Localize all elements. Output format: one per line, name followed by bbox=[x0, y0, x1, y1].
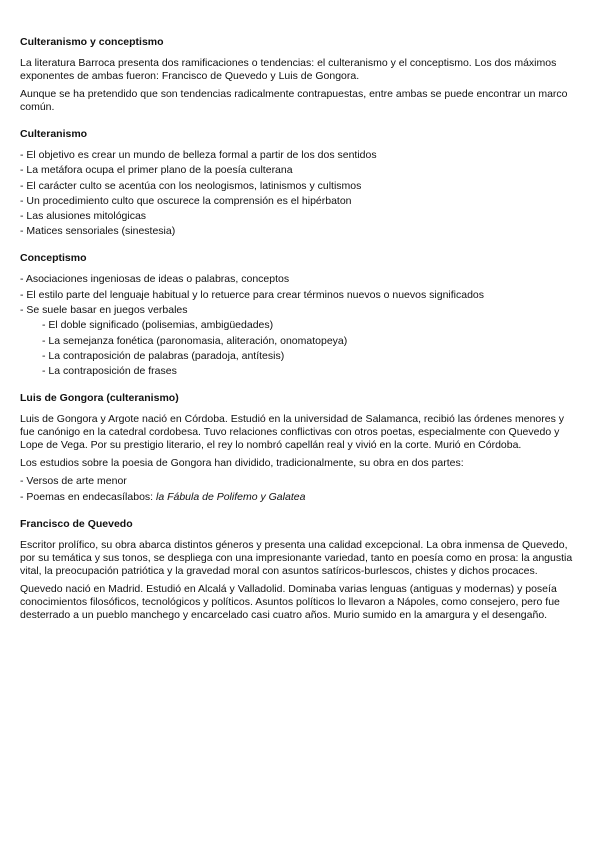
list-item: - El objetivo es crear un mundo de belleza formal a partir de los dos sentidos bbox=[20, 149, 377, 161]
list-item: - Matices sensoriales (sinestesia) bbox=[20, 225, 176, 238]
paragraph: La literatura Barroca presenta dos ramificaciones o tendencias: el culteranismo y el conceptismo. Los dos máximos exponentes de ambas fueron: Francisco de Quevedo y Luis de Gongora. bbox=[20, 57, 557, 82]
list-item: - El carácter culto se acentúa con los neologismos, latinismos y cultismos bbox=[20, 179, 362, 192]
sub-list-item: - El doble significado (polisemias, ambigüedades) bbox=[42, 319, 274, 332]
list-item bbox=[20, 491, 580, 504]
paragraph: Los estudios sobre la poesia de Gongora han dividido, tradicionalmente, su obra en dos partes: bbox=[20, 457, 464, 470]
section-heading: Luis de Gongora (culteranismo) bbox=[20, 392, 179, 405]
section-conceptismo bbox=[20, 252, 580, 378]
list-item: - Un procedimiento culto que oscurece la comprensión es el hipérbaton bbox=[20, 194, 352, 207]
sub-list bbox=[20, 319, 580, 378]
paragraph: Luis de Gongora y Argote nació en Córdoba. Estudió en la universidad de Salamanca, recibió las órdenes menores y fue canónigo en la catedral cordobesa. Tuvo relaciones conflictivas con otros poetas, especialmente con Quevedo y Lope de Vega. Por su prestigio literario, el rey lo nombró capellán real y vivió en la corte. Murió en Córdoba. bbox=[20, 413, 564, 452]
section-heading: Culteranismo bbox=[20, 128, 88, 140]
section-heading: Culteranismo y conceptismo bbox=[20, 36, 164, 48]
feature-list bbox=[20, 273, 580, 317]
section-culteranismo-y-conceptismo bbox=[20, 36, 580, 114]
list-item: - Asociaciones ingeniosas de ideas o palabras, conceptos bbox=[20, 273, 290, 286]
sub-list-item: - La contraposición de palabras (paradoja, antítesis) bbox=[42, 349, 285, 362]
list-item: - Se suele basar en juegos verbales bbox=[20, 304, 188, 317]
section-culteranismo bbox=[20, 128, 580, 238]
list-item-prefix: - Poemas en endecasílabos: bbox=[20, 490, 156, 503]
paragraph: Aunque se ha pretendido que son tendencias radicalmente contrapuestas, entre ambas se puede encontrar un marco común. bbox=[20, 88, 568, 113]
document-page bbox=[20, 36, 580, 636]
paragraph: Quevedo nació en Madrid. Estudió en Alcalá y Valladolid. Dominaba varias lenguas (antiguas y modernas) y poseía conocimientos filosóficos, tecnológicos y políticos. Asuntos políticos lo llevaron a Nápoles, como consejero, pero fue desterrado a un pueblo manchego y encarcelado casi cuatro años. Murio sumido en la amargura y el desengaño. bbox=[20, 582, 560, 621]
paragraph: Escritor prolífico, su obra abarca distintos géneros y presenta una calidad excepcional. La obra inmensa de Quevedo, por su temática y sus tonos, se despliega con una impresionante variedad, tanto en poesía como en prosa: la angustia vital, la preocupación patriótica y la gravedad moral con asuntos satíricos-burlescos, chistes y dichos procaces. bbox=[20, 538, 573, 577]
section-gongora bbox=[20, 392, 580, 503]
list-item: - Versos de arte menor bbox=[20, 475, 127, 488]
section-quevedo bbox=[20, 518, 580, 622]
sub-list-item: - La semejanza fonética (paronomasia, aliteración, onomatopeya) bbox=[42, 334, 348, 347]
section-heading: Francisco de Quevedo bbox=[20, 517, 133, 530]
list-item: - La metáfora ocupa el primer plano de la poesía culterana bbox=[20, 164, 293, 177]
section-heading: Conceptismo bbox=[20, 252, 87, 265]
sub-list-item: - La contraposición de frases bbox=[42, 365, 177, 378]
feature-list bbox=[20, 149, 580, 238]
list-item: - Las alusiones mitológicas bbox=[20, 210, 147, 223]
list-item: - El estilo parte del lenguaje habitual y lo retuerce para crear términos nuevos o nuevos significados bbox=[20, 288, 485, 301]
work-title: la Fábula de Polifemo y Galatea bbox=[156, 490, 306, 503]
works-list bbox=[20, 475, 580, 503]
